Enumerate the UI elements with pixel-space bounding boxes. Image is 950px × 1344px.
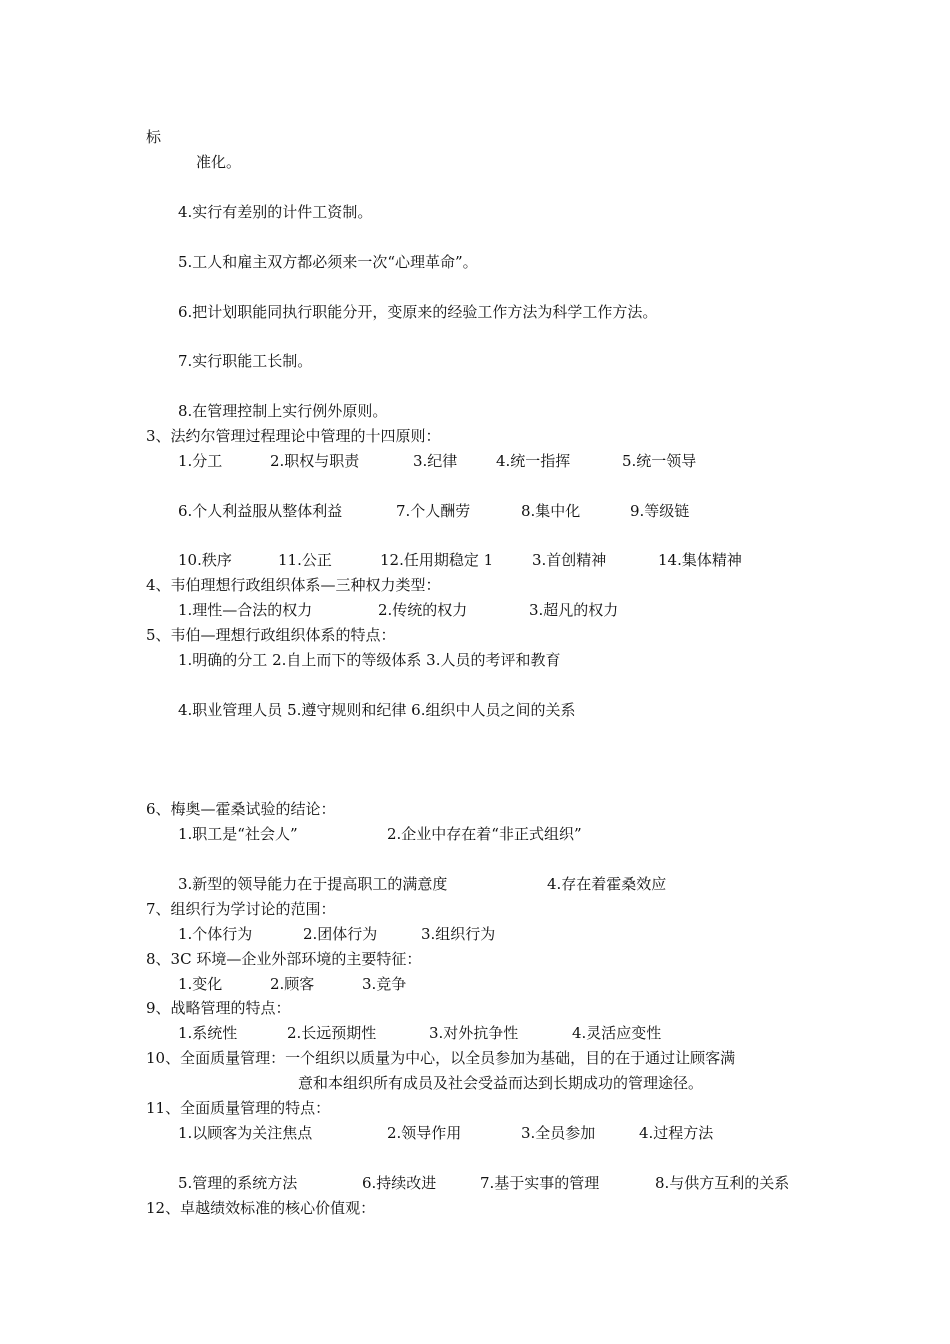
feature-item: 1.变化	[178, 975, 223, 993]
section-11-heading: 11、全面质量管理的特点：	[146, 1099, 331, 1117]
feature-item: 4.灵活应变性	[572, 1024, 662, 1042]
tqm-feature: 8.与供方互利的关系	[655, 1174, 790, 1192]
feature-line: 4.职业管理人员 5.遵守规则和纪律 6.组织中人员之间的关系	[178, 701, 576, 719]
principle-item: 8.集中化	[521, 502, 581, 520]
tqm-feature: 1.以顾客为关注焦点	[178, 1124, 313, 1142]
fragment-zhunhua: 准化。	[196, 153, 242, 171]
tqm-feature: 2.领导作用	[387, 1124, 462, 1142]
feature-item: 3.对外抗争性	[429, 1024, 519, 1042]
section-9-heading: 9、战略管理的特点：	[146, 999, 291, 1017]
principle-item: 7.个人酬劳	[396, 502, 471, 520]
authority-type: 3.超凡的权力	[529, 601, 619, 619]
conclusion-item: 3.新型的领导能力在于提高职工的满意度	[178, 875, 448, 893]
principle-item: 6.个人利益服从整体利益	[178, 502, 343, 520]
principle-item: 11.公正	[278, 551, 332, 569]
scope-item: 3.组织行为	[421, 925, 496, 943]
feature-line: 1.明确的分工 2.自上而下的等级体系 3.人员的考评和教育	[178, 651, 561, 669]
principle-item: 5.统一领导	[622, 452, 697, 470]
scope-item: 1.个体行为	[178, 925, 253, 943]
section-10-continuation: 意和本组织所有成员及社会受益而达到长期成功的管理途径。	[298, 1074, 704, 1092]
fragment-biao: 标	[146, 128, 162, 146]
tqm-feature: 7.基于实事的管理	[480, 1174, 600, 1192]
taylor-item-7: 7.实行职能工长制。	[178, 352, 313, 370]
principle-item: 9.等级链	[630, 502, 690, 520]
section-7-heading: 7、组织行为学讨论的范围：	[146, 900, 336, 918]
scope-item: 2.团体行为	[303, 925, 378, 943]
feature-item: 3.竞争	[362, 975, 407, 993]
tqm-feature: 5.管理的系统方法	[178, 1174, 298, 1192]
conclusion-item: 1.职工是“社会人”	[178, 825, 298, 843]
taylor-item-5: 5.工人和雇主双方都必须来一次“心理革命”。	[178, 253, 478, 271]
conclusion-item: 4.存在着霍桑效应	[547, 875, 667, 893]
section-6-heading: 6、梅奥—霍桑试验的结论：	[146, 800, 336, 818]
taylor-item-6: 6.把计划职能同执行职能分开，变原来的经验工作方法为科学工作方法。	[178, 303, 658, 321]
feature-item: 1.系统性	[178, 1024, 238, 1042]
feature-item: 2.长远预期性	[287, 1024, 377, 1042]
feature-item: 2.顾客	[270, 975, 315, 993]
principle-item: 14.集体精神	[658, 551, 742, 569]
tqm-feature: 3.全员参加	[521, 1124, 596, 1142]
principle-item: 4.统一指挥	[496, 452, 571, 470]
conclusion-item: 2.企业中存在着“非正式组织”	[387, 825, 582, 843]
section-5-heading: 5、韦伯—理想行政组织体系的特点：	[146, 626, 396, 644]
section-3-heading: 3、法约尔管理过程理论中管理的十四原则：	[146, 427, 441, 445]
principle-item: 3.纪律	[413, 452, 458, 470]
authority-type: 2.传统的权力	[378, 601, 468, 619]
principle-item: 3.首创精神	[532, 551, 607, 569]
taylor-item-8: 8.在管理控制上实行例外原则。	[178, 402, 388, 420]
section-8-heading: 8、3C 环境—企业外部环境的主要特征：	[146, 950, 422, 968]
taylor-item-4: 4.实行有差别的计件工资制。	[178, 203, 373, 221]
tqm-feature: 6.持续改进	[362, 1174, 437, 1192]
principle-item: 10.秩序	[178, 551, 232, 569]
section-12-heading: 12、卓越绩效标准的核心价值观：	[146, 1199, 376, 1217]
principle-item: 2.职权与职责	[270, 452, 360, 470]
principle-item: 12.任用期稳定 1	[380, 551, 494, 569]
principle-item: 1.分工	[178, 452, 223, 470]
section-4-heading: 4、韦伯理想行政组织体系—三种权力类型：	[146, 576, 441, 594]
tqm-feature: 4.过程方法	[639, 1124, 714, 1142]
authority-type: 1.理性—合法的权力	[178, 601, 313, 619]
section-10-heading: 10、全面质量管理：一个组织以质量为中心，以全员参加为基础，目的在于通过让顾客满	[146, 1049, 736, 1067]
